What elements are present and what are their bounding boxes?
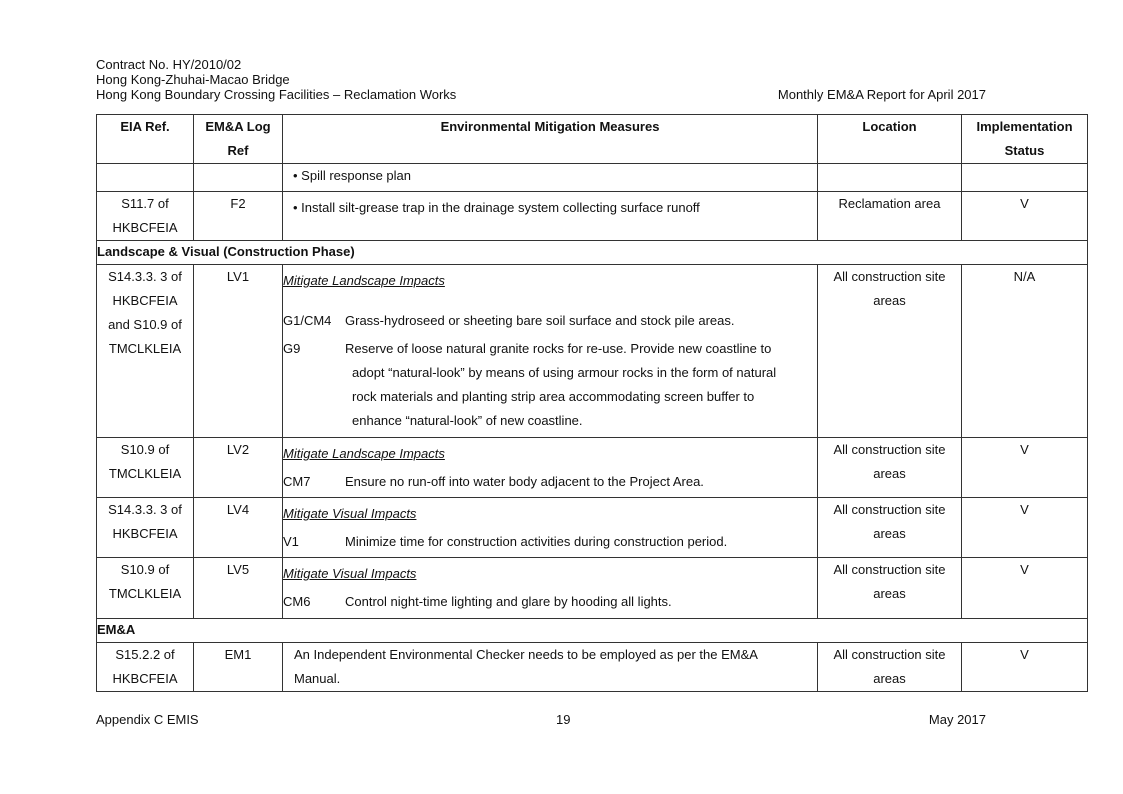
log-ref-cell: EM1 (194, 643, 283, 692)
measure-title: Mitigate Landscape Impacts (283, 273, 445, 288)
table-row (97, 643, 1088, 692)
status-cell: V (962, 558, 1088, 619)
eia-ref-cell: S14.3.3. 3 of HKBCFEIA and S10.9 of TMCLKLEIA (97, 265, 194, 438)
status-cell: V (962, 438, 1088, 498)
table-header-row (97, 115, 1088, 164)
measure-item: CM6 Control night-time lighting and glare by hooding all lights. (283, 594, 672, 609)
eia-ref-cell: S10.9 of TMCLKLEIA (97, 558, 194, 619)
status-cell: V (962, 498, 1088, 558)
status-cell: N/A (962, 265, 1088, 438)
project-name: Hong Kong-Zhuhai-Macao Bridge (96, 72, 290, 87)
measure-item: CM7 Ensure no run-off into water body adjacent to the Project Area. (283, 474, 704, 489)
table-row (97, 192, 1088, 241)
page-header (96, 57, 986, 102)
location-cell: All construction site areas (818, 558, 962, 619)
measure-text: An Independent Environmental Checker needs to be employed as per the EM&A (294, 647, 758, 662)
eia-ref-cell: S14.3.3. 3 of HKBCFEIA (97, 498, 194, 558)
measure-title: Mitigate Visual Impacts (283, 566, 417, 581)
header-measures: Environmental Mitigation Measures (283, 115, 818, 164)
table-row (97, 558, 1088, 619)
status-cell: V (962, 643, 1088, 692)
section-row (97, 241, 1088, 265)
location-cell: All construction site areas (818, 438, 962, 498)
footer-appendix: Appendix C EMIS (96, 712, 199, 727)
eia-ref-cell: S10.9 of TMCLKLEIA (97, 438, 194, 498)
table-row (97, 164, 1088, 192)
section-row (97, 619, 1088, 643)
measure-item: V1 Minimize time for construction activities during construction period. (283, 534, 728, 549)
header-status: Implementation Status (962, 115, 1088, 164)
report-title: Monthly EM&A Report for April 2017 (777, 87, 986, 102)
table-row: S14.3.3. 3 of HKBCFEIA and S10.9 of TMCLKLEIA LV1 Mitigate Landscape Impacts G1/CM4 Grass-hydroseed or sheeting bare soil surface and stock pile areas. G9 Reserve of loose natural granite rocks for re-use. Provide new coastline to adopt “natural-look” by means of using armour rocks in the form of natural rock materials and planting strip area accommodating screen buffer to enhance “natural-look” of new coastline. All construction site areas N/A (97, 265, 1088, 438)
log-ref-cell: LV4 (194, 498, 283, 558)
works-name: Hong Kong Boundary Crossing Facilities – Reclamation Works (96, 87, 457, 102)
measure-text: • Spill response plan (293, 168, 412, 183)
log-ref-cell: LV1 (194, 265, 283, 438)
section-title: Landscape & Visual (Construction Phase) (97, 241, 1088, 265)
log-ref-cell: F2 (194, 192, 283, 241)
measure-item: G9 Reserve of loose natural granite rocks for re-use. Provide new coastline to (283, 341, 772, 356)
footer-date: May 2017 (928, 712, 986, 727)
measure-item: G1/CM4 Grass-hydroseed or sheeting bare soil surface and stock pile areas. (283, 313, 735, 328)
location-cell: All construction site areas (818, 498, 962, 558)
contract-number: Contract No. HY/2010/02 (96, 57, 242, 72)
measure-text: • Install silt-grease trap in the drainage system collecting surface runoff (293, 200, 700, 215)
header-eia-ref: EIA Ref. (97, 115, 194, 164)
log-ref-cell: LV2 (194, 438, 283, 498)
page-number: 19 (556, 712, 571, 727)
location-cell: All construction site areas (818, 265, 962, 438)
table-row (97, 438, 1088, 498)
location-cell: Reclamation area (818, 192, 962, 241)
log-ref-cell: LV5 (194, 558, 283, 619)
header-ema-log-ref: EM&A Log Ref (194, 115, 283, 164)
location-cell: All construction site areas (818, 643, 962, 692)
measure-title: Mitigate Visual Impacts (283, 506, 417, 521)
table-row (97, 498, 1088, 558)
header-location: Location (818, 115, 962, 164)
eia-ref-cell: S15.2.2 of HKBCFEIA (97, 643, 194, 692)
mitigation-measures-table (96, 114, 1088, 692)
section-title: EM&A (97, 619, 1088, 643)
page-footer (96, 712, 986, 727)
measure-title: Mitigate Landscape Impacts (283, 446, 445, 461)
status-cell: V (962, 192, 1088, 241)
measure-text: Manual. (294, 671, 341, 686)
eia-ref-cell: S11.7 of HKBCFEIA (97, 192, 194, 241)
